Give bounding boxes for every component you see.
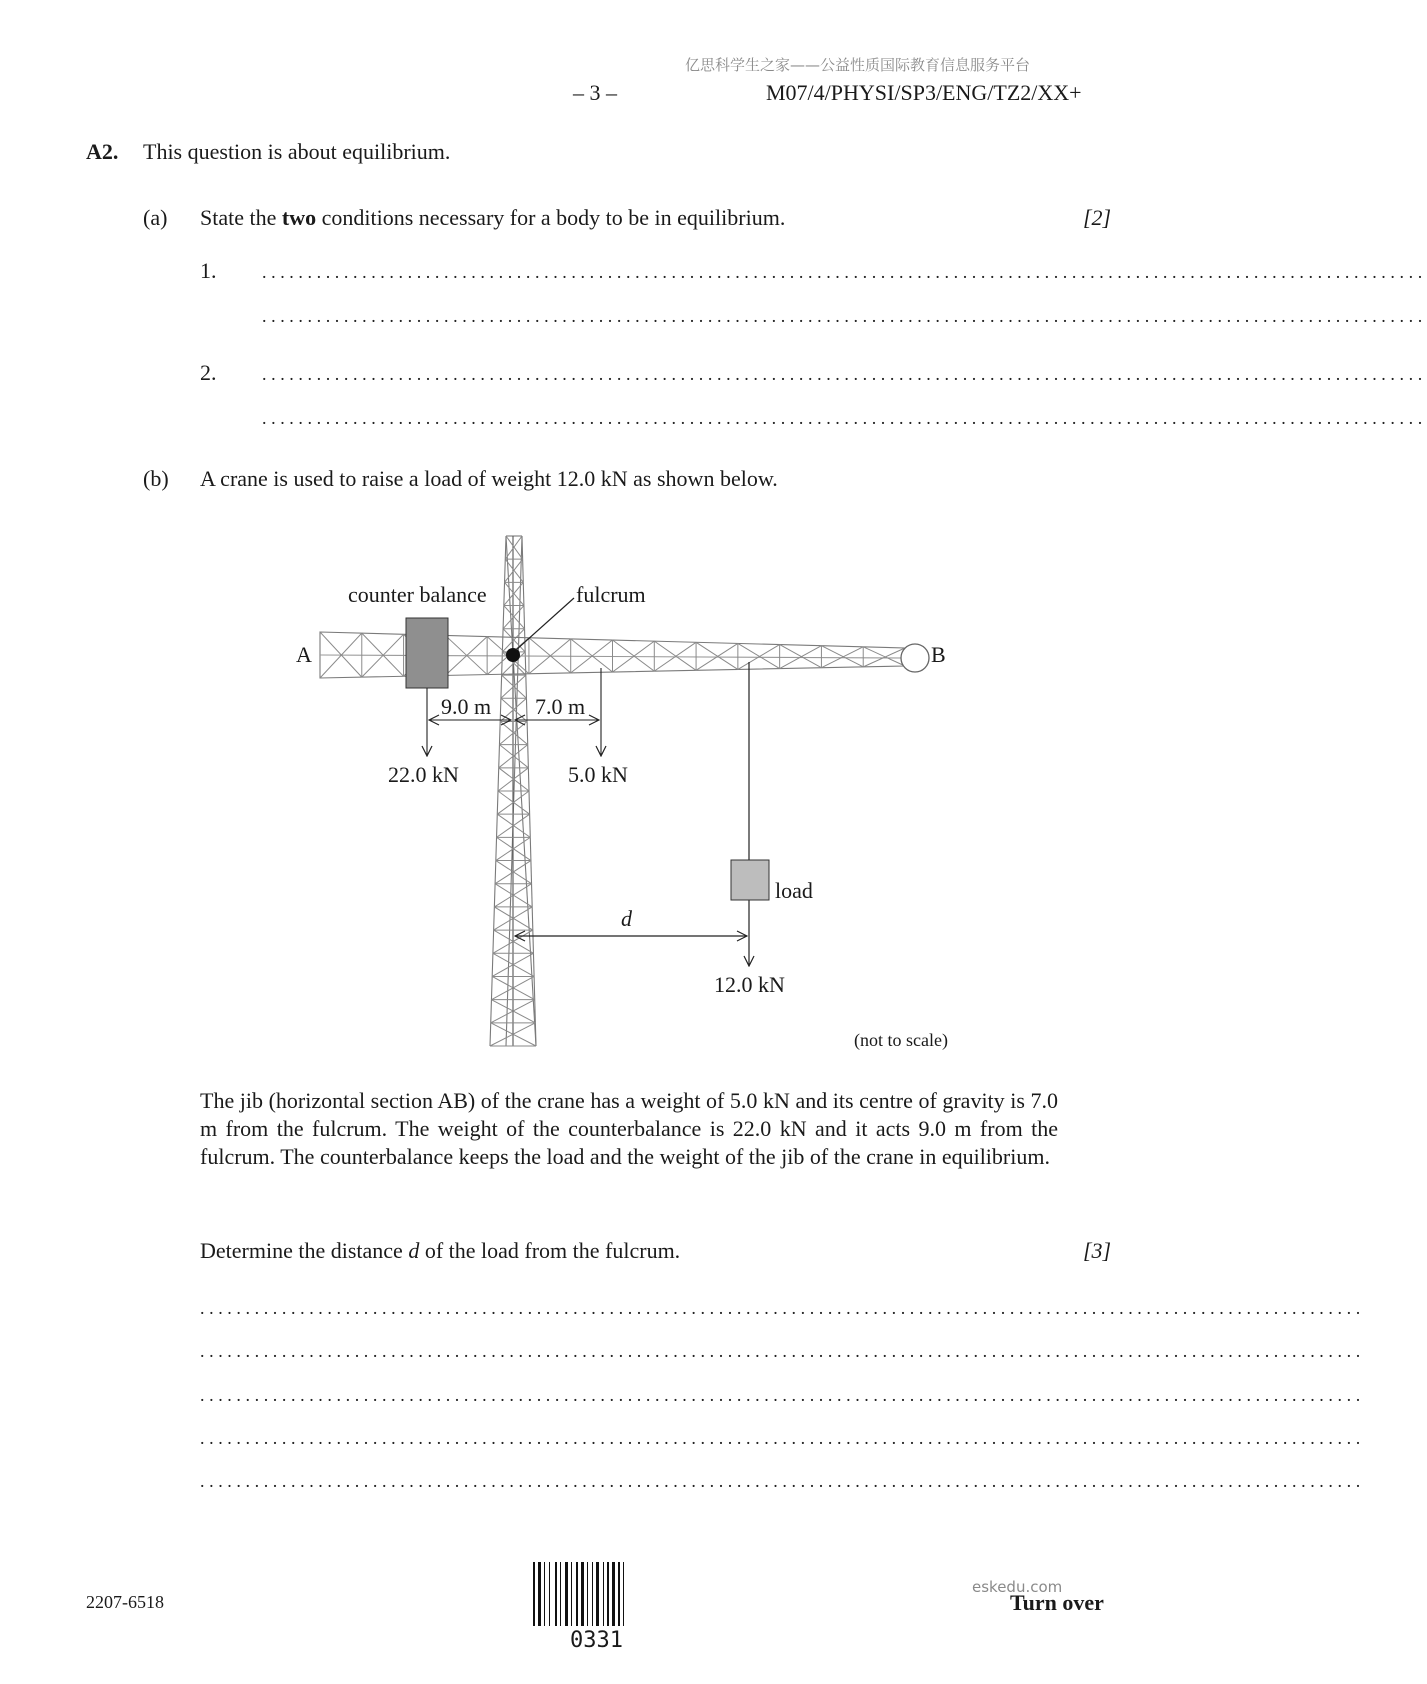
part-b-question-italic: d	[408, 1238, 420, 1263]
part-b-question	[200, 1238, 680, 1264]
question-number: A2.	[86, 139, 119, 164]
barcode	[533, 1562, 667, 1626]
label-dim-left: 9.0 m	[441, 694, 492, 719]
pulley-b	[901, 644, 929, 672]
part-a-text-before: State the	[200, 205, 282, 230]
part-a-text-after: conditions necessary for a body to be in equilibrium.	[316, 205, 786, 230]
label-fulcrum: fulcrum	[576, 582, 646, 607]
label-dim-right: 7.0 m	[535, 694, 586, 719]
footer-code: 2207-6518	[86, 1592, 164, 1612]
label-not-to-scale: (not to scale)	[854, 1030, 948, 1050]
part-b-label: (b)	[143, 466, 169, 491]
answer-line[interactable]: ................................................................................................................................	[262, 262, 1427, 282]
turn-over: Turn over	[1010, 1590, 1104, 1615]
barcode-number: 0331	[570, 1628, 623, 1653]
part-a-label: (a)	[143, 205, 168, 230]
part-b-paragraph: The jib (horizontal section AB) of the crane has a weight of 5.0 kN and its centre of gravity is 7.0 m from the fulcrum. The weight of the counterbalance is 22.0 kN and it acts 9.0 m from the fulcrum. The counterbalance keeps the load and the weight of the jib of the crane in equilibrium.	[200, 1088, 1058, 1169]
label-a: A	[296, 642, 312, 667]
answer-line[interactable]: ................................................................................................................................	[200, 1385, 1365, 1405]
label-load: load	[775, 878, 813, 903]
part-b-marks: [3]	[1083, 1238, 1112, 1263]
answer-line[interactable]: ................................................................................................................................	[200, 1341, 1365, 1361]
answer-line[interactable]: ................................................................................................................................	[200, 1428, 1365, 1448]
label-counter-balance: counter balance	[348, 582, 487, 607]
part-b-question-before: Determine the distance	[200, 1238, 409, 1263]
part-a-text-bold: two	[281, 205, 317, 230]
label-b: B	[931, 642, 946, 667]
part-a-item-2-label: 2.	[200, 360, 217, 385]
answer-line[interactable]: ................................................................................................................................	[262, 364, 1427, 384]
part-a-item-1-label: 1.	[200, 258, 217, 283]
label-d: d	[621, 906, 632, 931]
part-b-question-after: of the load from the fulcrum.	[419, 1238, 681, 1263]
label-force-counter: 22.0 kN	[388, 762, 459, 787]
answer-line[interactable]: ................................................................................................................................	[262, 306, 1427, 326]
header-watermark: 亿思科学生之家——公益性质国际教育信息服务平台	[685, 56, 1031, 74]
fulcrum-point	[506, 648, 520, 662]
part-b-text: A crane is used to raise a load of weight 12.0 kN as shown below.	[200, 466, 778, 491]
answer-line[interactable]: ................................................................................................................................	[200, 1298, 1365, 1318]
label-force-jib: 5.0 kN	[568, 762, 628, 787]
paper-code: M07/4/PHYSI/SP3/ENG/TZ2/XX+	[766, 80, 1082, 105]
answer-line[interactable]: ................................................................................................................................	[262, 408, 1427, 428]
page-number: – 3 –	[573, 80, 617, 105]
question-intro: This question is about equilibrium.	[143, 139, 451, 164]
label-force-load: 12.0 kN	[714, 972, 785, 997]
part-a-marks: [2]	[1083, 205, 1112, 230]
counter-balance-block	[406, 618, 448, 688]
load-block	[731, 860, 769, 900]
footer-site: eskedu.com	[972, 1578, 1063, 1596]
answer-line[interactable]: ................................................................................................................................	[200, 1471, 1365, 1491]
